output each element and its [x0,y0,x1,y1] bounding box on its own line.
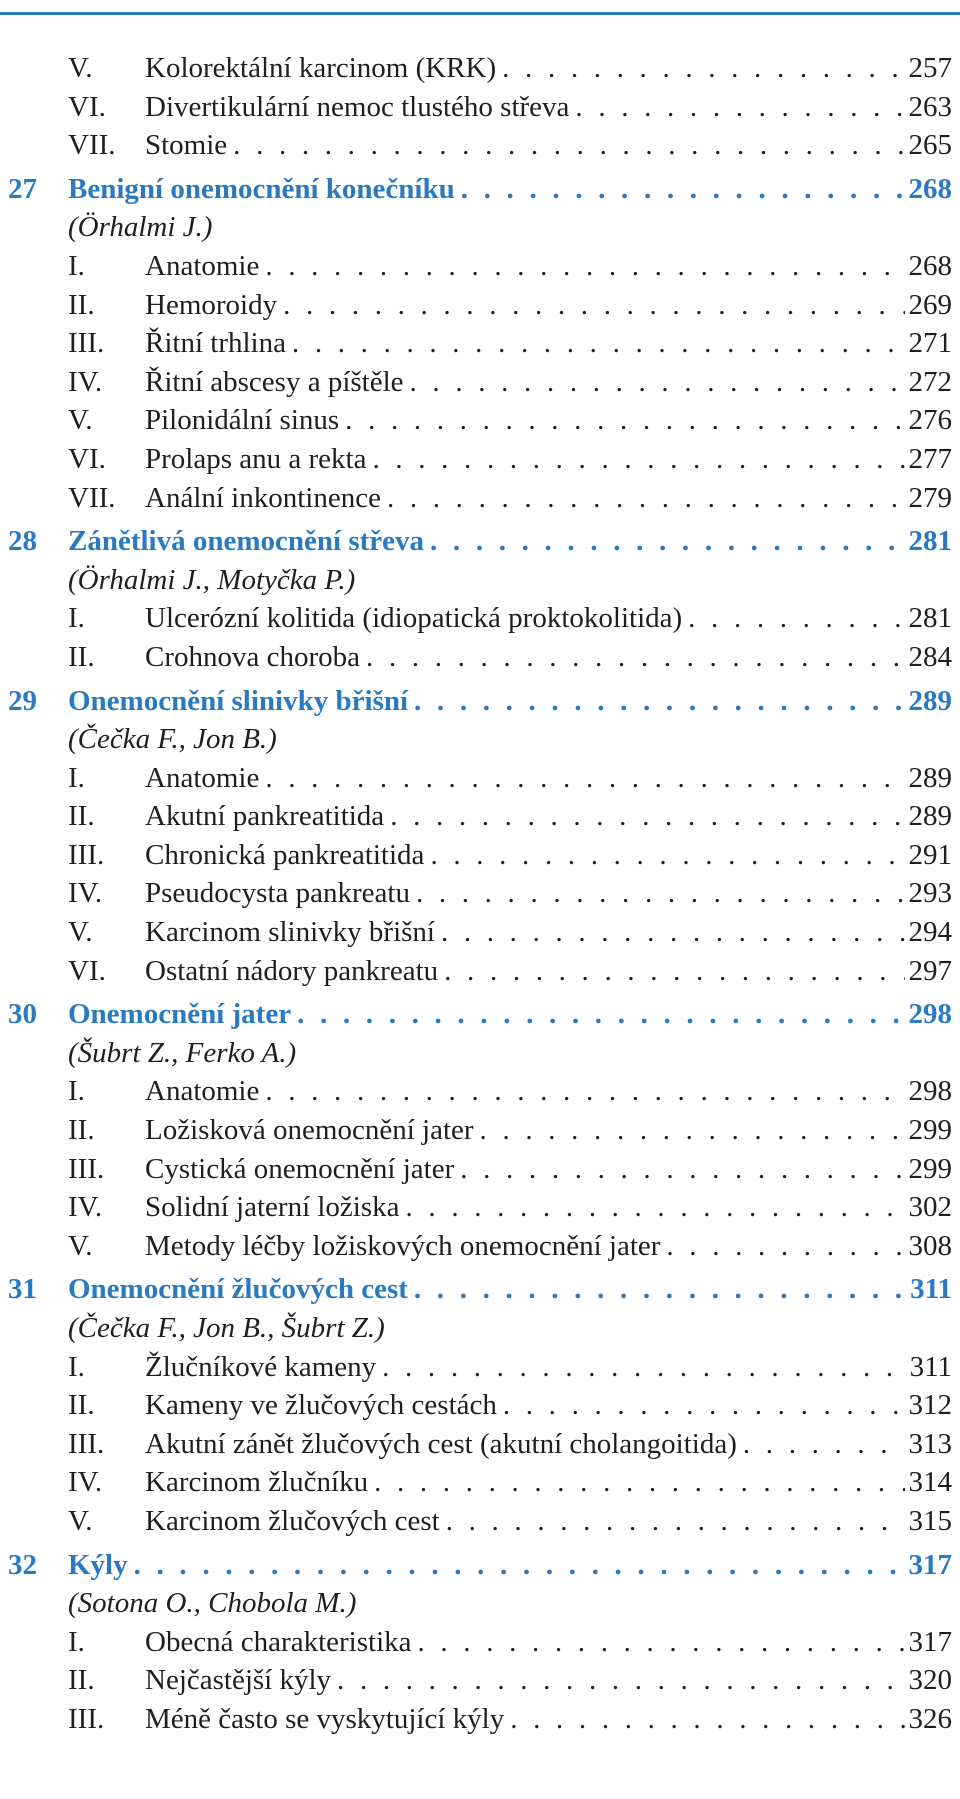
page-number: 313 [908,1427,952,1460]
entry-title: Kameny ve žlučových cestách [145,1389,497,1422]
entry-title: Crohnova choroba [145,640,361,673]
dot-leader [372,440,904,479]
page-number: 289 [908,684,952,717]
toc-line [145,49,952,88]
page-number: 289 [908,800,952,833]
toc-line [145,1150,952,1189]
dot-leader [510,1700,904,1739]
toc-section [0,479,960,518]
toc-line [145,1386,952,1425]
dot-leader [446,1502,905,1541]
section-numeral: I. [68,249,85,282]
dot-leader [390,797,904,836]
toc-line [68,170,952,209]
page-number: 308 [908,1229,952,1262]
dot-leader [414,682,904,721]
author-names: (Čečka F., Jon B.) [68,723,277,756]
page-number: 281 [908,525,952,558]
toc-line [145,1463,952,1502]
top-rule [0,12,960,15]
entry-title: Onemocnění slinivky břišní [68,684,409,717]
toc-line [68,1546,952,1585]
dot-leader [387,479,905,518]
page-number: 311 [909,1350,952,1383]
page-number: 284 [908,640,952,673]
page-number: 294 [908,916,952,949]
entry-title: Pilonidální sinus [145,404,340,437]
toc-line [68,1584,952,1623]
dot-leader [444,952,904,991]
toc-line [145,479,952,518]
author-names: (Šubrt Z., Ferko A.) [68,1036,297,1069]
section-numeral: IV. [68,1466,103,1499]
toc-section [0,1700,960,1739]
entry-title: Anatomie [145,761,260,794]
section-numeral: I. [68,1075,85,1108]
toc-chapter-authors [0,720,960,759]
page-number: 289 [908,761,952,794]
toc-section [0,1188,960,1227]
page-number: 271 [908,327,952,360]
page-number: 268 [908,172,952,205]
section-numeral: II. [68,288,95,321]
toc-line [145,401,952,440]
entry-title: Solidní jaterní ložiska [145,1191,400,1224]
toc-section [0,401,960,440]
table-of-contents [0,49,960,1739]
toc-line [145,88,952,127]
section-numeral: V. [68,1229,93,1262]
dot-leader [430,836,904,875]
toc-chapter-authors [0,1309,960,1348]
entry-title: Karcinom žlučníku [145,1466,369,1499]
dot-leader [575,88,904,127]
entry-title: Kýly [68,1548,128,1581]
toc-section [0,1463,960,1502]
toc-section [0,286,960,325]
author-names: (Sotona O., Chobola M.) [68,1587,357,1620]
toc-section [0,1502,960,1541]
page-number: 299 [908,1114,952,1147]
author-names: (Örhalmi J., Motyčka P.) [68,563,356,596]
entry-title: Chronická pankreatitida [145,838,425,871]
toc-section [0,952,960,991]
author-names: (Örhalmi J.) [68,211,213,244]
section-numeral: I. [68,1625,85,1658]
page-number: 312 [908,1389,952,1422]
toc-section [0,1425,960,1464]
dot-leader [480,1111,905,1150]
dot-leader [406,1188,905,1227]
page-number: 291 [908,838,952,871]
chapter-number: 31 [8,1273,37,1306]
toc-section [0,599,960,638]
toc-line [145,1661,952,1700]
section-numeral: V. [68,1504,93,1537]
entry-title: Prolaps anu a rekta [145,442,367,475]
dot-leader [460,1150,904,1189]
section-numeral: III. [68,327,105,360]
toc-chapter-authors [0,1584,960,1623]
page-number: 263 [908,90,952,123]
toc-line [68,682,952,721]
section-numeral: III. [68,1702,105,1735]
toc-line [145,1188,952,1227]
entry-title: Řitní abscesy a píštěle [145,365,404,398]
page-number: 257 [908,52,952,84]
toc-section [0,1150,960,1189]
toc-line [145,952,952,991]
entry-title: Nejčastější kýly [145,1664,332,1697]
toc-line [68,995,952,1034]
toc-line [145,126,952,165]
entry-title: Pseudocysta pankreatu [145,877,410,910]
toc-section [0,1227,960,1266]
section-numeral: V. [68,404,93,437]
toc-line [145,363,952,402]
page-number: 326 [908,1702,952,1735]
dot-leader [366,638,904,677]
toc-line [145,599,952,638]
toc-line [145,1502,952,1541]
page-number: 281 [908,602,952,635]
toc-section [0,126,960,165]
section-numeral: VI. [68,90,106,123]
section-numeral: VI. [68,954,106,987]
page-number: 302 [908,1191,952,1224]
chapter-number: 32 [8,1548,37,1581]
toc-chapter-31 [0,1270,960,1309]
toc-line [68,1309,952,1348]
section-numeral: III. [68,1427,105,1460]
page-number: 298 [908,1075,952,1108]
dot-leader [441,913,905,952]
toc-section [0,324,960,363]
toc-chapter-32 [0,1546,960,1585]
section-numeral: II. [68,1114,95,1147]
toc-line [145,286,952,325]
section-numeral: II. [68,800,95,833]
dot-leader [410,363,905,402]
dot-leader [502,49,904,88]
toc-line [145,913,952,952]
toc-line [145,1700,952,1739]
section-numeral: IV. [68,877,103,910]
dot-leader [414,1270,906,1309]
entry-title: Hemoroidy [145,288,278,321]
toc-line [145,324,952,363]
page-number: 317 [908,1548,952,1581]
dot-leader [666,1227,904,1266]
author-names: (Čečka F., Jon B., Šubrt Z.) [68,1312,385,1344]
section-numeral: I. [68,761,85,794]
toc-line [68,720,952,759]
entry-title: Anatomie [145,249,260,282]
dot-leader [265,1072,904,1111]
entry-title: Onemocnění jater [68,998,292,1031]
toc-section [0,759,960,798]
dot-leader [297,995,904,1034]
page-number: 268 [908,249,952,282]
chapter-number: 28 [8,525,37,558]
page-number: 279 [908,481,952,514]
toc-chapter-30 [0,995,960,1034]
toc-chapter-29 [0,682,960,721]
toc-section [0,88,960,127]
page-number: 272 [908,365,952,398]
toc-section [0,440,960,479]
toc-line [68,1270,952,1309]
toc-section [0,363,960,402]
toc-chapter-authors [0,561,960,600]
chapter-number: 27 [8,172,37,205]
dot-leader [382,1348,905,1387]
toc-section [0,1348,960,1387]
toc-line [145,797,952,836]
section-numeral: III. [68,1152,105,1185]
page-number: 297 [908,954,952,987]
dot-leader [345,401,904,440]
entry-title: Ostatní nádory pankreatu [145,954,439,987]
toc-section [0,638,960,677]
dot-leader [503,1386,905,1425]
section-numeral: IV. [68,1191,103,1224]
toc-section [0,1623,960,1662]
toc-chapter-27 [0,170,960,209]
page-number: 299 [908,1152,952,1185]
page-number: 315 [908,1504,952,1537]
toc-section [0,913,960,952]
dot-leader [233,126,904,165]
entry-title: Akutní pankreatitida [145,800,385,833]
toc-line [68,1034,952,1073]
dot-leader [265,759,904,798]
entry-title: Karcinom slinivky břišní [145,916,435,949]
toc-section [0,874,960,913]
section-numeral: I. [68,1350,85,1383]
toc-line [145,440,952,479]
page-number: 293 [908,877,952,910]
section-numeral: VI. [68,442,106,475]
entry-title: Stomie [145,129,228,162]
page-number: 298 [908,998,952,1031]
entry-title: Méně často se vyskytující kýly [145,1702,505,1735]
dot-leader [743,1425,905,1464]
toc-section [0,1111,960,1150]
toc-section [0,836,960,875]
entry-title: Divertikulární nemoc tlustého střeva [145,90,570,123]
toc-line [145,247,952,286]
dot-leader [292,324,905,363]
toc-line [145,1072,952,1111]
section-numeral: II. [68,1664,95,1697]
entry-title: Onemocnění žlučových cest [68,1273,408,1306]
section-numeral: IV. [68,365,103,398]
toc-section [0,1661,960,1700]
section-numeral: V. [68,52,93,84]
dot-leader [134,1546,905,1585]
toc-line [145,1111,952,1150]
toc-line [145,1227,952,1266]
toc-section [0,247,960,286]
section-numeral: VII. [68,129,116,162]
entry-title: Karcinom žlučových cest [145,1504,440,1537]
section-numeral: I. [68,602,85,635]
page-number: 265 [908,129,952,162]
section-numeral: II. [68,640,95,673]
toc-chapter-28 [0,522,960,561]
page-number: 311 [910,1273,952,1306]
page-number: 277 [908,442,952,475]
section-numeral: III. [68,838,105,871]
toc-section [0,1386,960,1425]
dot-leader [461,170,905,209]
dot-leader [688,599,904,638]
entry-title: Anální inkontinence [145,481,381,514]
toc-chapter-authors [0,208,960,247]
entry-title: Metody léčby ložiskových onemocnění jater [145,1229,661,1262]
entry-title: Cystická onemocnění jater [145,1152,455,1185]
dot-leader [374,1463,904,1502]
section-numeral: II. [68,1389,95,1422]
dot-leader [430,522,904,561]
entry-title: Řitní trhlina [145,327,286,360]
entry-title: Ložisková onemocnění jater [145,1114,474,1147]
dot-leader [337,1661,904,1700]
page-number: 314 [908,1466,952,1499]
toc-section [0,797,960,836]
dot-leader [283,286,904,325]
toc-section [0,1072,960,1111]
page-number: 269 [908,288,952,321]
entry-title: Zánětlivá onemocnění střeva [68,525,425,558]
toc-line [145,759,952,798]
toc-line [145,638,952,677]
toc-section [0,49,960,88]
page-number: 276 [908,404,952,437]
toc-line [68,522,952,561]
page-number: 320 [908,1664,952,1697]
dot-leader [265,247,904,286]
toc-line [145,1348,952,1387]
dot-leader [418,1623,905,1662]
toc-line [68,208,952,247]
entry-title: Obecná charakteristika [145,1625,412,1658]
toc-line [145,1623,952,1662]
entry-title: Anatomie [145,1075,260,1108]
toc-chapter-authors [0,1034,960,1073]
toc-line [145,836,952,875]
dot-leader [416,874,905,913]
toc-line [145,1425,952,1464]
entry-title: Kolorektální karcinom (KRK) [145,52,497,84]
entry-title: Benigní onemocnění konečníku [68,172,455,205]
section-numeral: VII. [68,481,116,514]
toc-line [68,561,952,600]
chapter-number: 30 [8,998,37,1031]
section-numeral: V. [68,916,93,949]
page-number: 317 [908,1625,952,1658]
entry-title: Ulcerózní kolitida (idiopatická proktokolitida) [145,602,683,635]
entry-title: Akutní zánět žlučových cest (akutní cholangoitida) [145,1427,737,1460]
chapter-number: 29 [8,684,37,717]
entry-title: Žlučníkové kameny [145,1350,377,1383]
toc-line [145,874,952,913]
